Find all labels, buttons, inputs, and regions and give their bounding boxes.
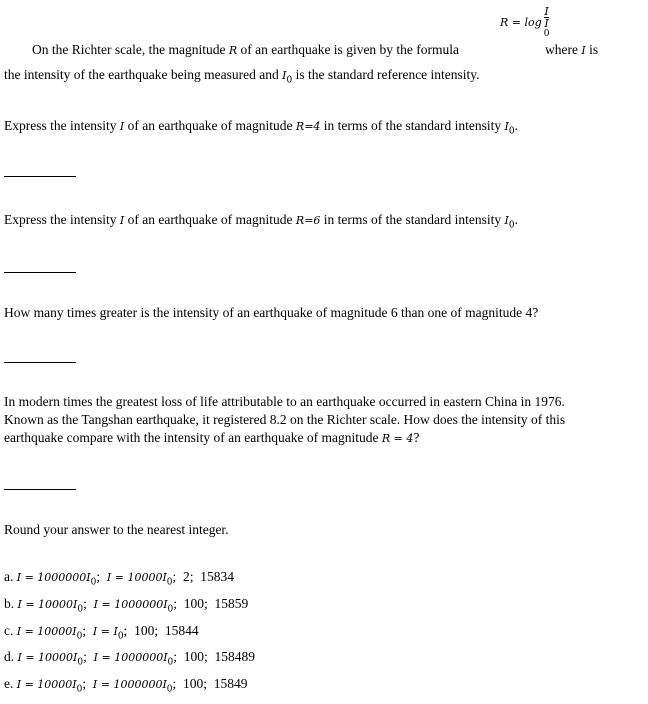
option-values: 100; 15859 bbox=[183, 596, 249, 611]
option-label: c. bbox=[4, 623, 14, 638]
rounding-instruction: Round your answer to the nearest integer. bbox=[4, 522, 229, 537]
answer-blank-2[interactable] bbox=[4, 272, 76, 273]
question-4-line-1: In modern times the greatest loss of life attributable to an earthquake occurred in eastern China in 1976. bbox=[4, 394, 565, 409]
question-4-line-2: Known as the Tangshan earthquake, it registered 8.2 on the Richter scale. How does the intensity of this bbox=[4, 412, 566, 427]
option-second-expression: I = 1000000I bbox=[93, 598, 168, 611]
answer-blank-4[interactable] bbox=[4, 489, 76, 490]
answer-option-e[interactable]: e. $I = 10000I_0$; $I = 1000000I_0$; 100; 15849 bbox=[4, 676, 248, 695]
option-values: 100; 158489 bbox=[183, 649, 256, 664]
option-label: e. bbox=[4, 676, 14, 691]
question-2: Express the intensity I of an earthquake of magnitude R=6 in terms of the standard intensity $I_0$. bbox=[4, 212, 518, 231]
answer-option-c[interactable]: c. $I = 10000I_0$; $I = I_0$; 100; 15844 bbox=[4, 623, 199, 642]
answer-option-d[interactable]: d. $I = 10000I_0$; $I = 1000000I_0$; 100; 158489 bbox=[4, 649, 256, 668]
answer-option-b[interactable]: b. $I = 10000I_0$; $I = 1000000I_0$; 100; 15859 bbox=[4, 596, 249, 615]
option-values: 100; 15844 bbox=[134, 623, 199, 638]
option-first-expression: I = 10000I bbox=[16, 625, 77, 638]
option-values: 2; 15834 bbox=[183, 569, 235, 584]
option-label: b. bbox=[4, 596, 15, 611]
option-first-expression: I = 1000000I bbox=[16, 571, 91, 584]
answer-blank-1[interactable] bbox=[4, 176, 76, 177]
answer-option-a[interactable]: a. $I = 1000000I_0$; $I = 10000I_0$; 2; 15834 bbox=[4, 569, 235, 588]
option-second-expression: I = 1000000I bbox=[93, 651, 168, 664]
option-first-expression: I = 10000I bbox=[17, 598, 78, 611]
question-4-line-3: earthquake compare with the intensity of an earthquake of magnitude R = 4? bbox=[4, 430, 420, 445]
option-second-expression: I = 10000I bbox=[106, 571, 167, 584]
option-label: d. bbox=[4, 649, 15, 664]
option-first-expression: I = 10000I bbox=[16, 678, 77, 691]
option-second-expression: I = I bbox=[92, 625, 118, 638]
intro-line-1: On the Richter scale, the magnitude R of an earthquake is given by the formula where I is bbox=[32, 42, 599, 57]
option-values: 100; 15849 bbox=[183, 676, 248, 691]
option-first-expression: I = 10000I bbox=[17, 651, 78, 664]
option-second-expression: I = 1000000I bbox=[92, 678, 167, 691]
question-3: How many times greater is the intensity of an earthquake of magnitude 6 than one of magnitude 4? bbox=[4, 305, 539, 320]
richter-formula: R = log I I 0 bbox=[500, 5, 550, 39]
question-1: Express the intensity I of an earthquake of magnitude R=4 in terms of the standard intensity $I_0$. bbox=[4, 118, 518, 137]
option-label: a. bbox=[4, 569, 14, 584]
answer-blank-3[interactable] bbox=[4, 362, 76, 363]
intro-line-2: the intensity of the earthquake being measured and $I_0$ is the standard reference intensity. bbox=[4, 67, 480, 86]
